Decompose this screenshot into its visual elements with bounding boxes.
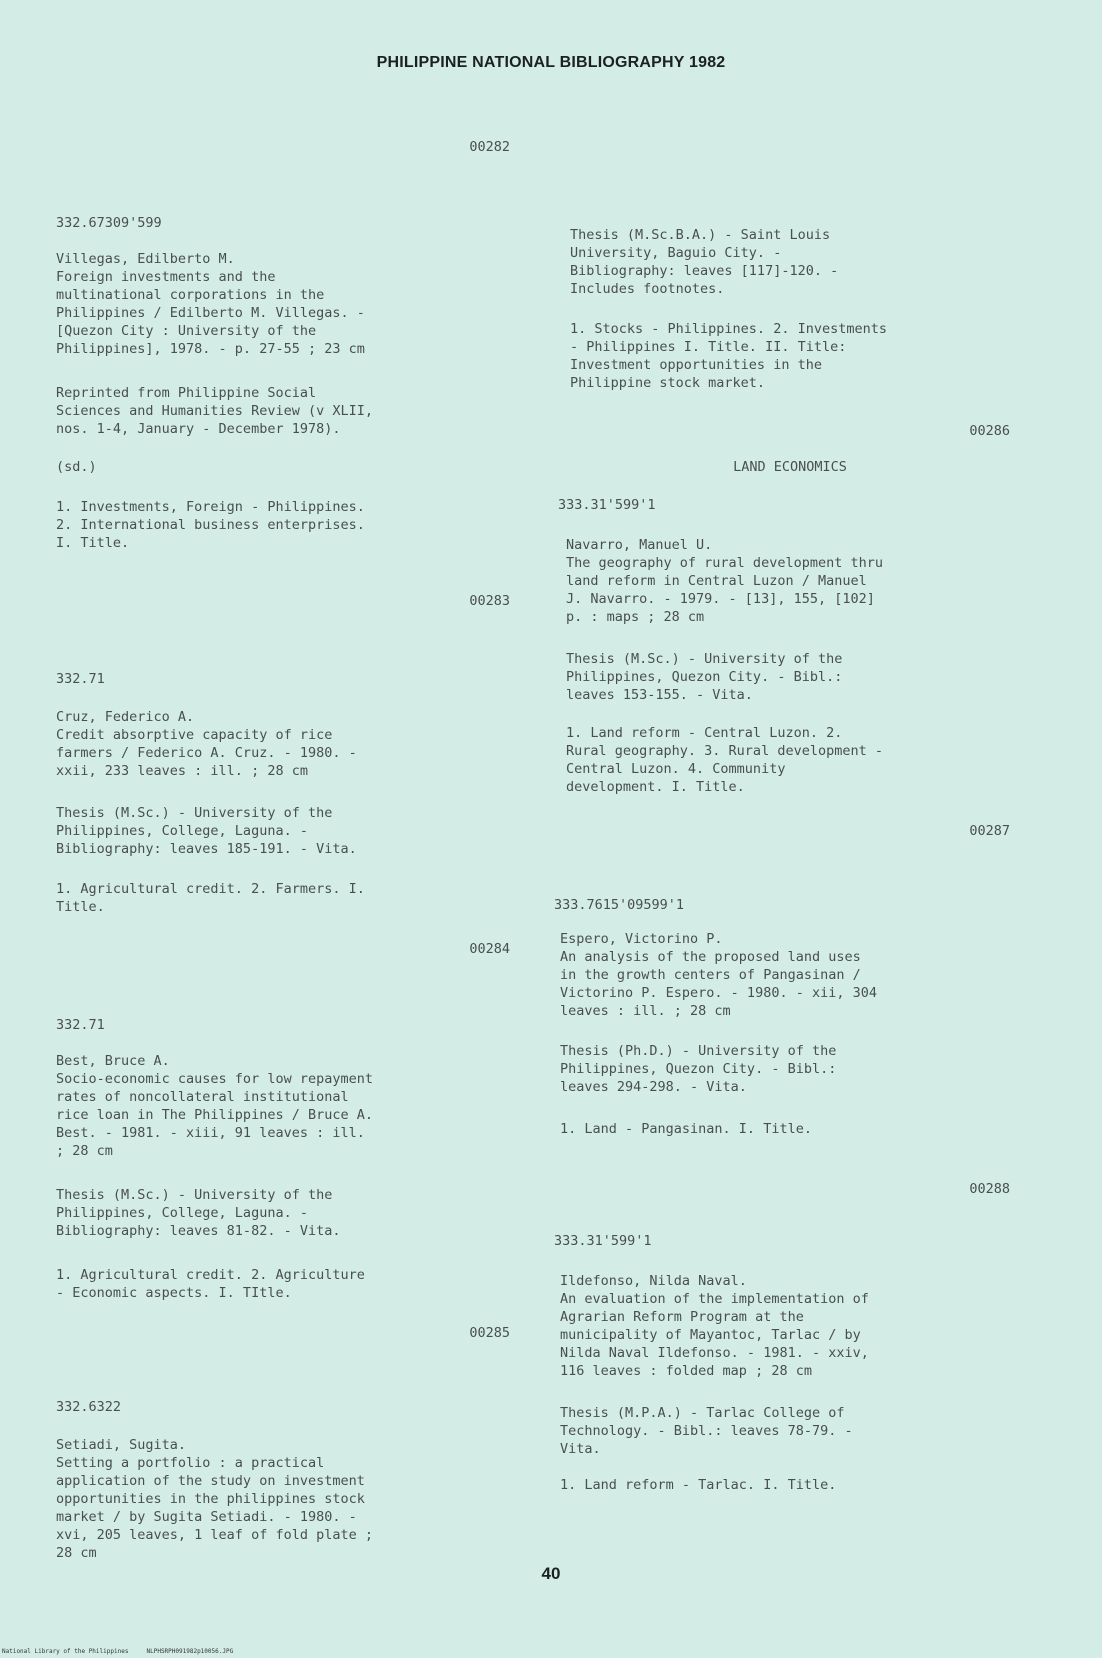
call-number: 332.71	[56, 671, 105, 687]
section-heading: LAND ECONOMICS	[733, 459, 847, 475]
entry-subjects: 1. Land - Pangasinan. I. Title.	[560, 1121, 812, 1137]
entry-extra: (sd.)	[56, 459, 97, 475]
entry-subjects: 1. Agricultural credit. 2. Farmers. I. Title.	[56, 881, 365, 915]
entry-number-00288: 00288	[969, 1181, 1010, 1197]
entry-note: Thesis (M.P.A.) - Tarlac College of Technology. - Bibl.: leaves 78-79. - Vita.	[560, 1405, 853, 1457]
entry-subjects: 1. Stocks - Philippines. 2. Investments - Philippines I. Title. II. Title: Investment opportunities in the Philippine stock market.	[570, 321, 887, 391]
entry-note: Thesis (M.Sc.) - University of the Philippines, College, Laguna. - Bibliography: leaves 81-82. - Vita.	[56, 1187, 341, 1239]
entry-description: Setiadi, Sugita. Setting a portfolio : a practical application of the study on investment opportunities in the philippines stock market / by Sugita Setiadi. - 1980. - xvi, 205 leaves, 1 leaf of fold plate ; 28 cm	[56, 1437, 373, 1561]
entry-subjects: 1. Land reform - Tarlac. I. Title.	[560, 1477, 837, 1493]
entry-note: Reprinted from Philippine Social Sciences and Humanities Review (v XLII, nos. 1-4, January - December 1978).	[56, 385, 373, 437]
entry-number-00283: 00283	[469, 593, 510, 609]
page-number: 40	[541, 1564, 561, 1583]
entry-description: Navarro, Manuel U. The geography of rural development thru land reform in Central Luzon / Manuel J. Navarro. - 1979. - [13], 155, [102] p. : maps ; 28 cm	[566, 537, 883, 625]
entry-subjects: 1. Agricultural credit. 2. Agriculture - Economic aspects. I. TItle.	[56, 1267, 365, 1301]
call-number: 333.7615'09599'1	[554, 897, 685, 913]
call-number: 332.71	[56, 1017, 105, 1033]
entry-note: Thesis (M.Sc.) - University of the Philippines, Quezon City. - Bibl.: leaves 153-155. - Vita.	[566, 651, 843, 703]
entry-number-00285: 00285	[469, 1325, 510, 1341]
entry-description: Villegas, Edilberto M. Foreign investments and the multinational corporations in the Philippines / Edilberto M. Villegas. - [Quezon City : University of the Philippines], 1978. - p. 27-55 ; 23 cm	[56, 251, 365, 357]
entry-description: Espero, Victorino P. An analysis of the proposed land uses in the growth centers of Pangasinan / Victorino P. Espero. - 1980. - xii, 304 leaves : ill. ; 28 cm	[560, 931, 877, 1019]
entry-number-00286: 00286	[969, 423, 1010, 439]
entry-description: Cruz, Federico A. Credit absorptive capacity of rice farmers / Federico A. Cruz. - 1980. - xxii, 233 leaves : ill. ; 28 cm	[56, 709, 357, 779]
call-number: 332.6322	[56, 1399, 122, 1415]
entry-description: Best, Bruce A. Socio-economic causes for low repayment rates of noncollateral institutional rice loan in The Philippines / Bruce A. Best. - 1981. - xiii, 91 leaves : ill. ; 28 cm	[56, 1053, 373, 1159]
entry-number-00284: 00284	[469, 941, 510, 957]
call-number: 333.31'599'1	[554, 1233, 652, 1249]
call-number: 333.31'599'1	[558, 497, 656, 513]
scan-footer: National Library of the Philippines NLPHSRPH091982p10056.JPG	[2, 1648, 234, 1655]
entry-note: Thesis (M.Sc.B.A.) - Saint Louis University, Baguio City. - Bibliography: leaves [117]-120. - Includes footnotes.	[570, 227, 839, 297]
entry-note: Thesis (M.Sc.) - University of the Philippines, College, Laguna. - Bibliography: leaves 185-191. - Vita.	[56, 805, 357, 857]
entry-number-00287: 00287	[969, 823, 1010, 839]
entry-note: Thesis (Ph.D.) - University of the Philippines, Quezon City. - Bibl.: leaves 294-298. - Vita.	[560, 1043, 837, 1095]
entry-number-00282: 00282	[469, 139, 510, 155]
call-number: 332.67309'599	[56, 215, 162, 231]
entry-subjects: 1. Investments, Foreign - Philippines. 2. International business enterprises. I. Title.	[56, 499, 365, 551]
page-header: PHILIPPINE NATIONAL BIBLIOGRAPHY 1982	[376, 54, 726, 71]
entry-subjects: 1. Land reform - Central Luzon. 2. Rural geography. 3. Rural development - Central Luzon. 4. Community development. I. Title.	[566, 725, 883, 795]
entry-description: Ildefonso, Nilda Naval. An evaluation of the implementation of Agrarian Reform Program at the municipality of Mayantoc, Tarlac / by Nilda Naval Ildefonso. - 1981. - xxiv, 116 leaves : folded map ; 28 cm	[560, 1273, 869, 1379]
